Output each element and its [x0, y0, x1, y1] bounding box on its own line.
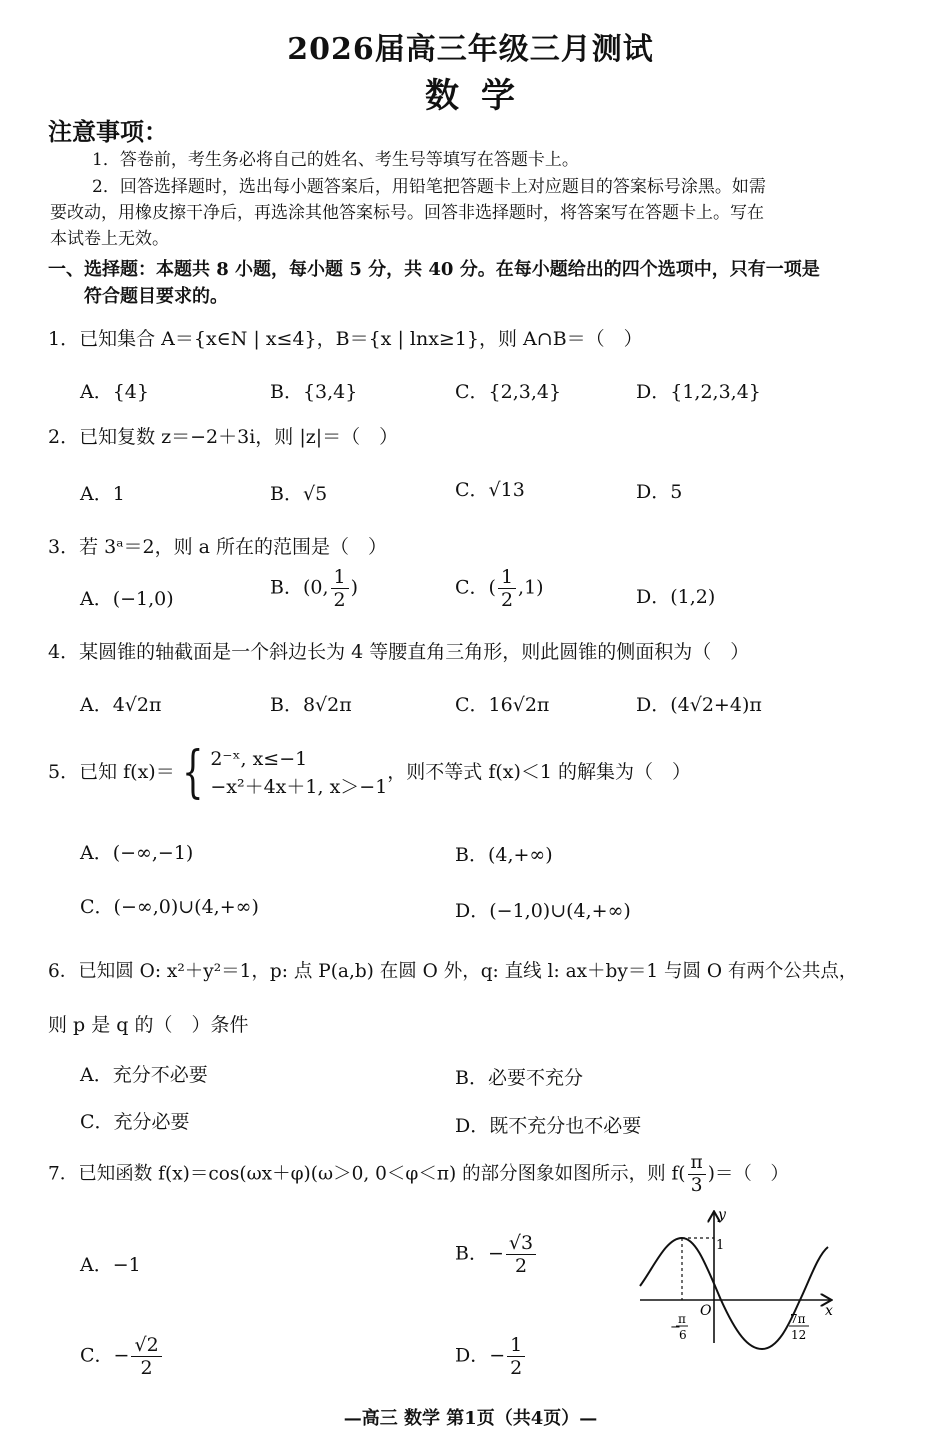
question-6-option-b: B．必要不充分: [455, 1067, 583, 1089]
question-3-option-b-fraction: [331, 566, 349, 611]
question-3-option-b: [270, 566, 358, 611]
y-value-one-label: 1: [716, 1238, 725, 1253]
question-7-stem: [48, 1152, 789, 1197]
question-5-option-b: B．(4,+∞): [455, 844, 553, 866]
section-1-heading-line-2: 符合题目要求的。: [84, 286, 228, 307]
question-3-stem: 3．若 3ᵃ＝2，则 a 所在的范围是（ ）: [48, 536, 388, 558]
piecewise-case-2: −x²＋4x＋1, x＞−1: [210, 776, 388, 798]
notice-item-1: 1．答卷前，考生务必将自己的姓名、考生号等填写在答题卡上。: [92, 150, 579, 170]
fraction-numerator: √3: [506, 1232, 536, 1255]
question-2-option-d: D．5: [636, 481, 683, 503]
question-3-option-c-fraction: [498, 566, 516, 611]
fraction-denominator: 2: [510, 1357, 523, 1379]
question-6-option-d: D．既不充分也不必要: [455, 1115, 642, 1137]
question-3-option-d: D．(1,2): [636, 586, 716, 608]
question-5-stem: [48, 740, 692, 805]
fraction-denominator: 3: [690, 1175, 703, 1196]
notice-item-2-line-2: 要改动，用橡皮擦干净后，再选涂其他答案标号。回答非选择题时，将答案写在答题卡上。写在: [50, 203, 764, 223]
left-brace-icon: {: [181, 740, 204, 805]
page-footer: —高三 数学 第1页（共4页）—: [343, 1408, 598, 1429]
notice-heading: 注意事项：: [48, 117, 168, 146]
question-7-option-d-fraction: [507, 1334, 525, 1379]
question-1-option-a: A．{4}: [80, 381, 149, 403]
piecewise-case-1: 2⁻ˣ, x≤−1: [210, 748, 308, 770]
question-4-option-d: D．(4√2+4)π: [636, 694, 762, 716]
fraction-denominator: 2: [514, 1255, 528, 1277]
cosine-graph-figure: [632, 1205, 842, 1350]
question-5-stem-prefix: 5．已知 f(x)＝: [48, 761, 175, 783]
question-7-option-a: A．−1: [80, 1254, 141, 1276]
fraction-numerator: √2: [131, 1334, 161, 1357]
notice-item-2-line-1: 2．回答选择题时，选出每小题答案后，用铅笔把答题卡上对应题目的答案标号涂黑。如需: [92, 177, 766, 197]
question-3-option-a: A．(−1,0): [80, 588, 174, 610]
question-5-option-c: C．(−∞,0)∪(4,+∞): [80, 896, 259, 918]
question-7-option-b-fraction: [506, 1232, 536, 1277]
question-3-option-c-suffix: ,1): [518, 576, 544, 599]
question-7-option-d-prefix: D．−: [455, 1344, 506, 1367]
question-6-stem-line-1: 6．已知圆 O: x²＋y²＝1，p: 点 P(a,b) 在圆 O 外，q: 直线 l: ax＋by＝1 与圆 O 有两个公共点，: [48, 961, 858, 982]
question-2-stem: 2．已知复数 z＝−2＋3i，则 |z|＝（ ）: [48, 426, 399, 448]
question-4-option-b: B．8√2π: [270, 694, 352, 716]
question-5-option-d: D．(−1,0)∪(4,+∞): [455, 900, 631, 922]
question-4-stem: 4．某圆锥的轴截面是一个斜边长为 4 等腰直角三角形，则此圆锥的侧面积为（ ）: [48, 641, 750, 663]
fraction-numerator: 1: [507, 1334, 525, 1357]
question-6-option-c: C．充分必要: [80, 1111, 190, 1133]
question-1-stem: 1．已知集合 A＝{x∈N | x≤4}，B＝{x | lnx≥1}，则 A∩B＝（ ）: [48, 328, 643, 350]
question-3-option-c-prefix: C．(: [455, 576, 496, 599]
question-6-stem-line-2: 则 p 是 q 的（ ）条件: [48, 1014, 249, 1036]
x-axis-label: x: [825, 1303, 833, 1319]
question-2-option-c: C．√13: [455, 479, 525, 501]
fraction-denominator: 2: [140, 1357, 153, 1379]
question-1-option-c: C．{2,3,4}: [455, 381, 562, 403]
fraction-numerator: 1: [498, 566, 516, 589]
question-7-option-c-fraction: [131, 1334, 161, 1379]
question-2-option-b: B．√5: [270, 483, 328, 505]
fraction-numerator: 1: [331, 566, 349, 589]
question-7-option-b: [455, 1232, 538, 1277]
question-5-option-a: A．(−∞,−1): [80, 842, 194, 864]
origin-label: O: [700, 1303, 712, 1319]
fraction-numerator: π: [688, 1152, 706, 1175]
question-1-option-d: D．{1,2,3,4}: [636, 381, 761, 403]
fraction-denominator: 2: [500, 589, 514, 611]
question-3-option-b-suffix: ): [350, 576, 359, 599]
question-6-option-a: A．充分不必要: [80, 1064, 208, 1086]
question-7-stem-fraction: [688, 1152, 706, 1197]
question-7-option-d: [455, 1334, 527, 1379]
question-3-option-c: [455, 566, 544, 611]
question-7-option-b-prefix: B．−: [455, 1242, 504, 1265]
question-3-option-b-prefix: B．(0,: [270, 576, 329, 599]
right-tick-numerator: 7π: [790, 1312, 806, 1326]
y-axis-label: y: [718, 1207, 726, 1223]
left-tick-sign: −: [670, 1320, 681, 1335]
question-5-stem-suffix: ，则不等式 f(x)＜1 的解集为（ ）: [387, 761, 692, 783]
question-5-piecewise: [210, 745, 387, 801]
section-1-heading-line-1: 一、选择题：本题共 8 小题，每小题 5 分，共 40 分。在每小题给出的四个选项中，只有一项是: [48, 259, 820, 280]
question-7-stem-suffix: )＝（ ）: [707, 1163, 789, 1185]
fraction-denominator: 2: [333, 589, 346, 611]
question-4-option-c: C．16√2π: [455, 694, 550, 716]
question-4-option-a: A．4√2π: [80, 694, 162, 716]
question-7-stem-prefix: 7．已知函数 f(x)＝cos(ωx＋φ)(ω＞0, 0＜φ＜π) 的部分图象如图所示，则 f(: [48, 1163, 686, 1185]
question-2-option-a: A．1: [80, 483, 125, 505]
notice-item-2-line-3: 本试卷上无效。: [50, 229, 169, 249]
question-1-option-b: B．{3,4}: [270, 381, 358, 403]
exam-title: 2026届高三年级三月测试: [287, 32, 654, 67]
question-7-option-c-prefix: C．−: [80, 1344, 130, 1367]
subject-title: 数学: [425, 76, 537, 116]
question-7-option-c: [80, 1334, 164, 1379]
left-tick-denominator: 6: [679, 1328, 687, 1342]
left-tick-numerator: π: [678, 1312, 686, 1326]
right-tick-denominator: 12: [791, 1328, 807, 1342]
